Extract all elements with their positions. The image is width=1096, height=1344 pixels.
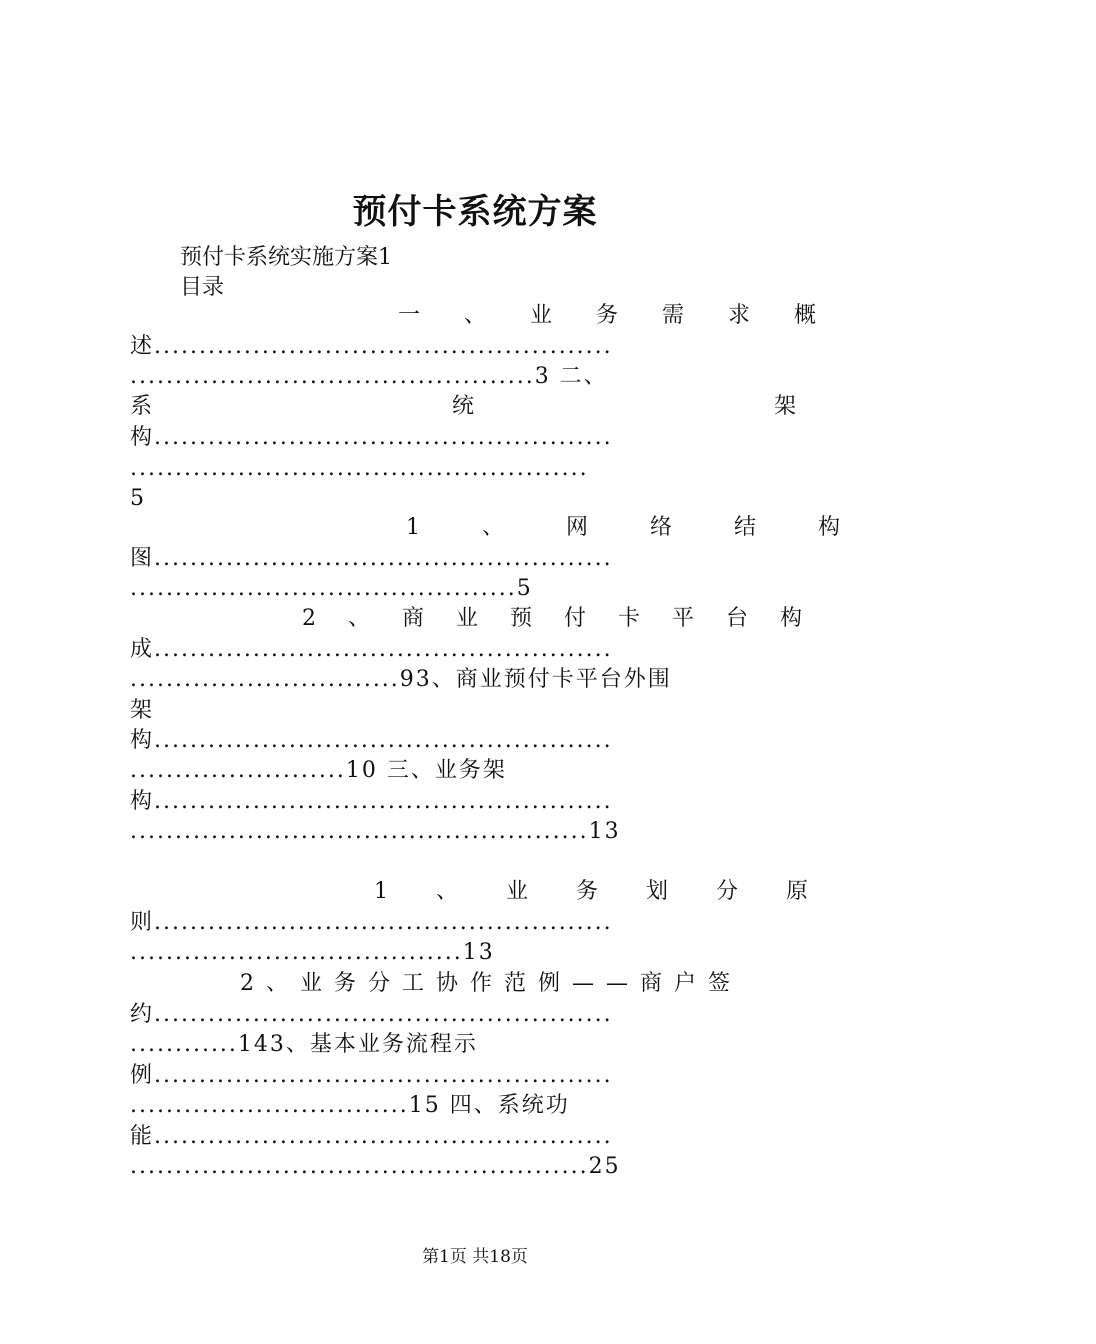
document-title: 预付卡系统方案 — [352, 192, 598, 232]
document-subtitle: 预付卡系统实施方案1 — [180, 245, 392, 270]
toc-entry-line: 约................................................... — [130, 1002, 613, 1027]
toc-label: 目录 — [180, 275, 225, 300]
toc-entry-line: .............................................3 二、 — [130, 364, 608, 389]
toc-entry-line: ................................................... — [130, 456, 589, 481]
toc-entry-heading: 架 — [130, 698, 153, 723]
toc-entry-heading: 一、业务需求概 — [398, 303, 861, 328]
toc-entry-heading: 2、业务分工协作范例——商户签 — [240, 971, 742, 996]
page-footer: 第1页 共18页 — [422, 1247, 528, 1267]
toc-entry-line: ...................................................13 — [130, 819, 621, 844]
toc-entry-line: .....................................13 — [130, 940, 495, 965]
toc-entry-heading: 2、商业预付卡平台构 — [302, 606, 834, 631]
toc-entry-line: 构................................................... — [130, 728, 613, 753]
toc-entry-line: ...............................15 四、系统功 — [130, 1093, 570, 1118]
toc-entry-line: 例................................................... — [130, 1063, 613, 1088]
toc-entry-line: 构................................................... — [130, 425, 613, 450]
toc-entry-line: ...........................................5 — [130, 576, 533, 601]
toc-entry-line: ..............................93、商业预付卡平台外围 — [130, 667, 672, 692]
toc-entry-line: 图................................................... — [130, 546, 613, 571]
toc-entry-line: ........................10 三、业务架 — [130, 758, 507, 783]
toc-entry-heading: 1、网络结构 — [406, 515, 902, 540]
toc-entry-line: 构................................................... — [130, 789, 613, 814]
toc-entry-line: ...................................................25 — [130, 1154, 621, 1179]
toc-entry-page: 5 — [130, 486, 144, 511]
toc-entry-heading: 系统架 — [130, 394, 1096, 419]
toc-entry-line: 述................................................... — [130, 334, 613, 359]
toc-entry-line: ............143、基本业务流程示 — [130, 1032, 478, 1057]
toc-entry-line: 成................................................... — [130, 637, 613, 662]
toc-entry-line: 则................................................... — [130, 910, 613, 935]
toc-entry-heading: 1、业务划分原 — [374, 879, 856, 904]
toc-entry-line: 能................................................... — [130, 1124, 613, 1149]
